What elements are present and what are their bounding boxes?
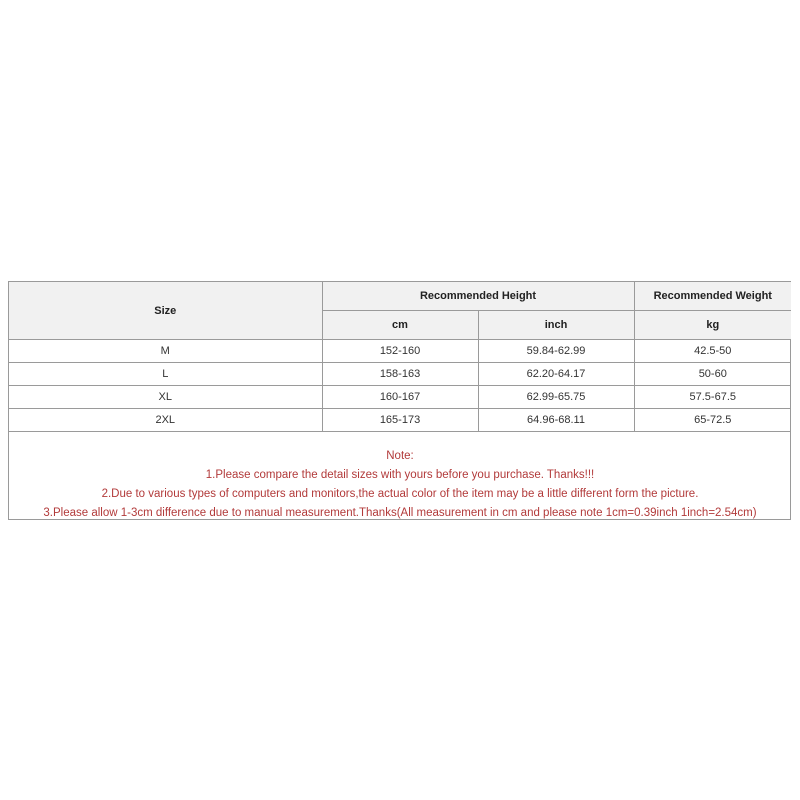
cm-cell: 160-167 xyxy=(322,386,478,409)
note-line-3: 3.Please allow 1-3cm difference due to manual measurement.Thanks(All measurement in cm and please note 1cm=0.39inch 1inch=2.54cm) xyxy=(43,507,757,519)
height-header: Recommended Height xyxy=(322,282,634,311)
size-header: Size xyxy=(9,282,322,340)
cm-cell: 158-163 xyxy=(322,363,478,386)
size-chart xyxy=(8,281,791,520)
kg-cell: 57.5-67.5 xyxy=(634,386,791,409)
table-row xyxy=(9,363,791,386)
inch-header: inch xyxy=(478,311,634,340)
cm-header: cm xyxy=(322,311,478,340)
table-row xyxy=(9,409,791,432)
notes-section xyxy=(9,447,791,523)
weight-header: Recommended Weight xyxy=(634,282,791,311)
table-row xyxy=(9,386,791,409)
note-line-2: 2.Due to various types of computers and monitors,the actual color of the item may be a little different form the picture. xyxy=(101,488,699,500)
size-cell: L xyxy=(9,363,322,386)
header-row xyxy=(9,282,791,311)
size-cell: 2XL xyxy=(9,409,322,432)
note-line-1: 1.Please compare the detail sizes with yours before you purchase. Thanks!!! xyxy=(205,469,595,481)
size-cell: M xyxy=(9,340,322,363)
inch-cell: 62.99-65.75 xyxy=(478,386,634,409)
cm-cell: 165-173 xyxy=(322,409,478,432)
size-cell: XL xyxy=(9,386,322,409)
size-table xyxy=(9,282,791,432)
notes-title: Note: xyxy=(386,450,414,462)
kg-header: kg xyxy=(634,311,791,340)
inch-cell: 62.20-64.17 xyxy=(478,363,634,386)
kg-cell: 65-72.5 xyxy=(634,409,791,432)
kg-cell: 42.5-50 xyxy=(634,340,791,363)
inch-cell: 64.96-68.11 xyxy=(478,409,634,432)
inch-cell: 59.84-62.99 xyxy=(478,340,634,363)
table-row xyxy=(9,340,791,363)
kg-cell: 50-60 xyxy=(634,363,791,386)
cm-cell: 152-160 xyxy=(322,340,478,363)
